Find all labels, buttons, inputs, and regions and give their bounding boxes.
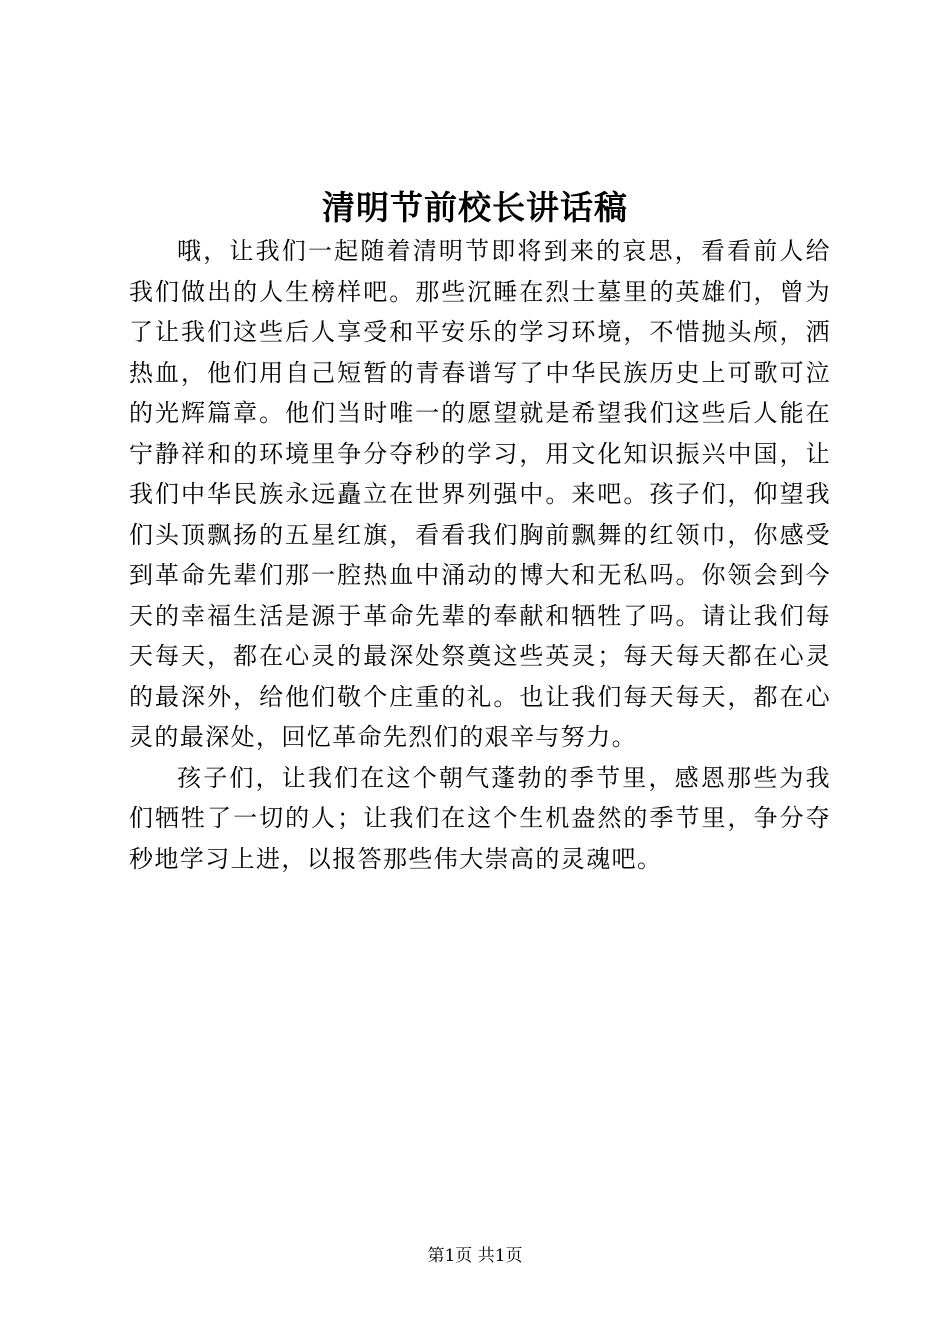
paragraph-1: 哦，让我们一起随着清明节即将到来的哀思，看看前人给我们做出的人生榜样吧。那些沉睡在烈士墓里的英雄们，曾为了让我们这些后人享受和平安乐的学习环境，不惜抛头颅，洒热血，他们用自己短暂的青春谱写了中华民族历史上可歌可泣的光辉篇章。他们当时唯一的愿望就是希望我们这些后人能在宁静祥和的环境里争分夺秒的学习，用文化知识振兴中国，让我们中华民族永远矗立在世界列强中。来吧。孩子们，仰望我们头顶飘扬的五星红旗，看看我们胸前飘舞的红领巾，你感受到革命先辈们那一腔热血中涌动的博大和无私吗。你领会到今天的幸福生活是源于革命先辈的奉献和牺牲了吗。请让我们每天每天，都在心灵的最深处祭奠这些英灵；每天每天都在心灵的最深外，给他们敬个庄重的礼。也让我们每天每天，都在心灵的最深处，回忆革命先烈们的艰辛与努力。 [129,237,831,751]
document-body [129,231,831,879]
page-footer: 第1页 共1页 [427,1246,523,1266]
document-title: 清明节前校长讲话稿 [322,188,628,227]
paragraph-2: 孩子们，让我们在这个朝气蓬勃的季节里，感恩那些为我们牺牲了一切的人；让我们在这个生机盎然的季节里，争分夺秒地学习上进，以报答那些伟大崇高的灵魂吧。 [129,763,831,873]
